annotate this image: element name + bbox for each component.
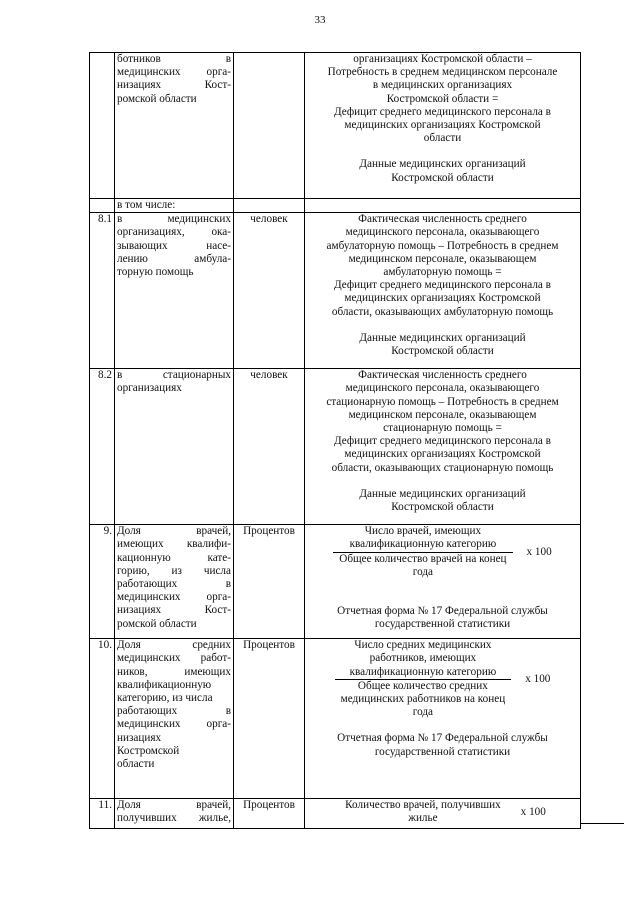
- indicator-name-line: медицинских работ-: [117, 652, 231, 665]
- data-source-line: Костромской области: [391, 171, 494, 184]
- formula-line: в медицинских организациях: [372, 79, 513, 92]
- formula-cell: [305, 199, 581, 213]
- data-source-line: Данные медицинских организаций: [359, 487, 526, 500]
- row-number: 8.1: [90, 213, 115, 369]
- indicator-name-line: ромской области: [117, 617, 197, 630]
- indicator-name-line: Доля врачей,: [117, 525, 231, 538]
- formula-line: жилье: [408, 812, 438, 825]
- data-source-line: Костромской области: [391, 345, 494, 358]
- indicator-name-line: низациях Кост-: [117, 79, 231, 92]
- fraction-denominator: [335, 680, 512, 720]
- formula-line: Количество врачей, получивших: [345, 799, 501, 812]
- fraction-formula: [307, 639, 578, 719]
- indicator-name-line: квалификационную: [117, 678, 212, 691]
- unit-cell: [234, 199, 305, 213]
- formula-line: медицинских организациях Костромской: [344, 448, 541, 461]
- unit-cell: человек: [234, 213, 305, 369]
- indicator-name: [115, 53, 234, 199]
- indicator-name-line: ромской области: [117, 92, 197, 105]
- indicator-name: [115, 199, 234, 213]
- formula-line: медицинских организациях Костромской: [344, 119, 541, 132]
- indicators-table: [89, 52, 581, 829]
- formula-line: квалификационную категорию: [349, 665, 497, 678]
- formula-line: медицинского персонала, оказывающего: [345, 382, 540, 395]
- indicator-name-line: категорию, из числа: [117, 692, 213, 705]
- page-number: 33: [314, 14, 326, 26]
- indicator-name-line: медицинских орга-: [117, 591, 231, 604]
- data-source-line: Данные медицинских организаций: [359, 331, 526, 344]
- formula-line: работников, имеющих: [369, 652, 477, 665]
- row-number: 10.: [90, 639, 115, 799]
- indicator-name: [115, 369, 234, 525]
- formula-line: области, оказывающих стационарную помощь: [331, 461, 554, 474]
- unit-cell: [234, 53, 305, 199]
- indicator-name-line: организациях, ока-: [117, 226, 231, 239]
- data-source-line: Отчетная форма № 17 Федеральной службы: [337, 732, 548, 745]
- indicator-name-line: кационную кате-: [117, 551, 231, 564]
- unit-cell: Процентов: [234, 639, 305, 799]
- formula-line: Костромской области =: [386, 92, 499, 105]
- multiplier: x 100: [526, 545, 552, 558]
- indicator-name-line: низациях Кост-: [117, 604, 231, 617]
- formula-line: года: [412, 565, 434, 578]
- formula-line: амбулаторную помощь – Потребность в среднем: [326, 239, 559, 252]
- table-row: [90, 369, 581, 525]
- data-source-line: Данные медицинских организаций: [359, 158, 526, 171]
- formula-line: Число средних медицинских: [354, 639, 492, 652]
- formula-cell: [305, 799, 581, 829]
- fraction-denominator: [333, 553, 512, 579]
- indicator-name-line: медицинских орга-: [117, 718, 231, 731]
- data-source-line: Костромской области: [391, 501, 494, 514]
- indicator-name-line: низациях: [117, 731, 162, 744]
- table-row: [90, 525, 581, 639]
- indicator-name-line: в том числе:: [117, 199, 176, 211]
- indicator-name-line: в стационарных: [117, 369, 231, 382]
- formula-line: Дефицит среднего медицинского персонала в: [334, 279, 551, 292]
- indicator-name-line: организациях: [117, 382, 182, 395]
- formula-cell: [305, 639, 581, 799]
- indicator-name-line: Костромской: [117, 744, 180, 757]
- row-number: [90, 199, 115, 213]
- unit-cell: Процентов: [234, 799, 305, 829]
- indicator-name-line: медицинских орга-: [117, 66, 231, 79]
- multiplier: x 100: [525, 672, 551, 685]
- formula-line: Фактическая численность среднего: [358, 213, 527, 226]
- formula-line: Фактическая численность среднего: [358, 369, 527, 382]
- table-row: [90, 199, 581, 213]
- indicator-name-line: зывающих насе-: [117, 239, 231, 252]
- indicator-name-line: получивших жилье,: [117, 812, 231, 825]
- formula-line: стационарную помощь – Потребность в среднем: [326, 395, 559, 408]
- formula-line: Потребность в среднем медицинском персонале: [327, 66, 558, 79]
- fraction-bar-continuation: [580, 823, 624, 824]
- table-row: [90, 53, 581, 199]
- formula-line: медицинском персонале, оказывающем: [348, 252, 537, 265]
- formula-line: области, оказывающих амбулаторную помощь: [331, 305, 554, 318]
- indicator-name: [115, 799, 234, 829]
- formula-line: организациях Костромской области –: [353, 53, 532, 65]
- formula-line: Общее количество врачей на конец: [339, 552, 507, 565]
- indicator-name-line: Доля врачей,: [117, 799, 231, 812]
- indicator-name-line: работающих в: [117, 578, 231, 591]
- indicator-name-line: торную помощь: [117, 266, 194, 279]
- row-number: 9.: [90, 525, 115, 639]
- indicator-name-line: области: [117, 758, 155, 771]
- formula-line: года: [412, 706, 434, 719]
- row-number: 8.2: [90, 369, 115, 525]
- fraction-numerator: [333, 525, 512, 552]
- indicator-name: [115, 213, 234, 369]
- formula-line: области: [423, 132, 462, 145]
- formula-line: медицинском персонале, оказывающем: [348, 408, 537, 421]
- indicator-name-line: ников, имеющих: [117, 665, 231, 678]
- table-row: [90, 213, 581, 369]
- indicator-name: [115, 639, 234, 799]
- indicator-name-line: горию, из числа: [117, 564, 231, 577]
- formula-line: стационарную помощь =: [383, 422, 502, 435]
- formula-cell: [305, 53, 581, 199]
- formula-line: медицинских работников на конец: [340, 693, 506, 706]
- data-source-line: государственной статистики: [374, 745, 511, 758]
- formula-line: Число врачей, имеющих: [364, 525, 482, 538]
- formula-cell: [305, 369, 581, 525]
- fraction-formula: [307, 525, 578, 579]
- formula-line: квалификационную категорию: [349, 538, 497, 551]
- row-number: 11.: [90, 799, 115, 829]
- indicator-name-line: в медицинских: [117, 213, 231, 226]
- indicator-name-line: работающих в: [117, 705, 231, 718]
- unit-cell: Процентов: [234, 525, 305, 639]
- table-row: [90, 799, 581, 829]
- formula-line: амбулаторную помощь =: [383, 266, 502, 279]
- formula-line: Общее количество средних: [357, 679, 488, 692]
- unit-cell: человек: [234, 369, 305, 525]
- row-number: [90, 53, 115, 199]
- table-row: [90, 639, 581, 799]
- fraction-formula: [307, 799, 578, 825]
- indicator-name-line: лению амбула-: [117, 252, 231, 265]
- indicator-name-line: Доля средних: [117, 639, 231, 652]
- fraction-numerator: [339, 799, 507, 825]
- formula-line: медицинского персонала, оказывающего: [345, 226, 540, 239]
- indicator-name-line: ботников в: [117, 53, 231, 65]
- indicator-name-line: имеющих квалифи-: [117, 538, 231, 551]
- indicator-name: [115, 525, 234, 639]
- data-source-line: Отчетная форма № 17 Федеральной службы: [337, 605, 548, 618]
- data-source-line: государственной статистики: [374, 618, 511, 631]
- formula-line: Дефицит среднего медицинского персонала в: [334, 435, 551, 448]
- fraction-numerator: [335, 639, 512, 680]
- multiplier: x 100: [520, 805, 546, 818]
- formula-cell: [305, 213, 581, 369]
- formula-line: Дефицит среднего медицинского персонала в: [334, 105, 551, 118]
- formula-cell: [305, 525, 581, 639]
- formula-line: медицинских организациях Костромской: [344, 292, 541, 305]
